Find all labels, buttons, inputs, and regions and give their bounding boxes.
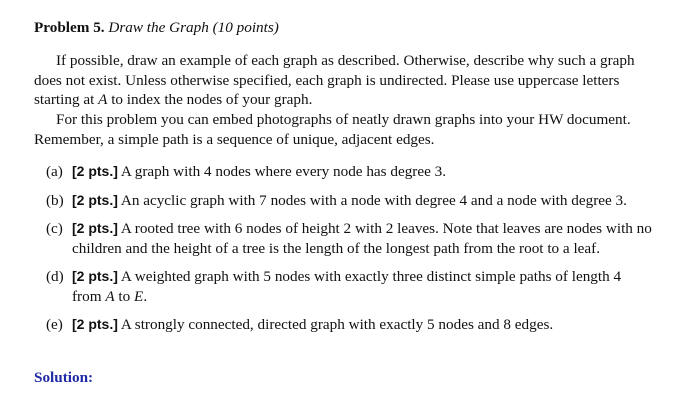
intro-paragraph: If possible, draw an example of each graph as described. Otherwise, describe why such a graph does not exist. Unless otherwise specified, each graph is undirected. Please use uppercase letters starting at A to index the nodes of your graph. <box>34 52 635 108</box>
subproblem-c <box>46 219 652 258</box>
subproblem-text: A weighted graph with 5 nodes with exactly three distinct simple paths of length 4 from A to E. <box>72 268 622 305</box>
points-tag: [2 pts.] <box>72 268 118 284</box>
subproblem-label: (d) <box>46 268 64 285</box>
subproblem-label: (e) <box>46 316 63 333</box>
subproblem-a <box>46 162 652 182</box>
points-tag: [2 pts.] <box>72 191 118 208</box>
problem-label: Problem 5. <box>34 19 105 36</box>
math-var-a: A <box>98 91 108 108</box>
points-tag: [2 pts.] <box>72 316 118 332</box>
subproblem-text: A graph with 4 nodes where every node has degree 3. <box>120 163 447 180</box>
problem-points: (10 points) <box>212 19 279 36</box>
math-var-a: A <box>105 287 115 305</box>
subproblem-list <box>46 162 652 335</box>
subproblem-label: (c) <box>46 220 63 237</box>
subproblem-d <box>46 267 652 306</box>
subproblem-text: A rooted tree with 6 nodes of height 2 with 2 leaves. Note that leaves are nodes with no children and the height of a tree is the length of the longest path from the root to a leaf. <box>72 220 652 257</box>
points-tag: [2 pts.] <box>72 163 118 179</box>
problem-name: Draw the Graph <box>108 19 209 36</box>
subproblem-e <box>46 315 652 335</box>
problem-title <box>34 18 279 38</box>
subproblem-text: A strongly connected, directed graph with exactly 5 nodes and 8 edges. <box>120 316 554 333</box>
math-var-e: E <box>134 287 144 305</box>
subproblem-b <box>46 191 652 211</box>
solution-heading: Solution: <box>34 369 94 386</box>
subproblem-label: (b) <box>46 191 64 209</box>
subproblem-label: (a) <box>46 163 63 180</box>
subproblem-text: An acyclic graph with 7 nodes with a node with degree 4 and a node with degree 3. <box>120 191 627 209</box>
points-tag: [2 pts.] <box>72 220 118 236</box>
instructions-paragraph: For this problem you can embed photographs of neatly drawn graphs into your HW document. Remember, a simple path is a sequence of unique, adjacent edges. <box>34 111 631 148</box>
